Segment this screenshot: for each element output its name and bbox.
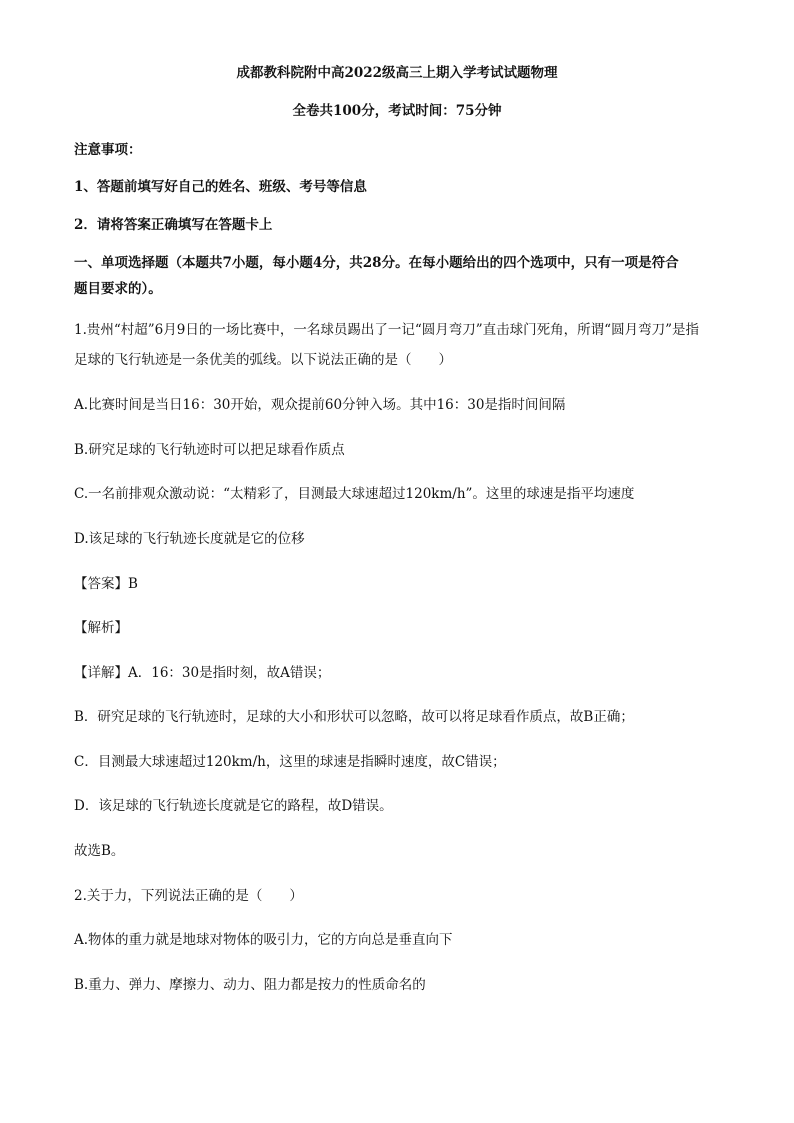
q1-option-c: C.一名前排观众激动说：“太精彩了，目测最大球速超过120km/h”。这里的球速是指平均速度 <box>74 486 635 502</box>
q1-conclusion: 故选B。 <box>74 843 125 859</box>
q1-detail-a: 【详解】A．16：30是指时刻，故A错误； <box>74 665 331 681</box>
notice-heading: 注意事项： <box>74 142 142 158</box>
q1-stem-line-1: 1.贵州“村超”6月9日的一场比赛中，一名球员踢出了一记“圆月弯刀”直击球门死角，所谓“圆月弯刀”是指 <box>74 322 699 338</box>
q1-answer: 【答案】B <box>74 576 138 592</box>
q2-stem: 2.关于力，下列说法正确的是（ ） <box>74 888 303 904</box>
notice-item-2: 2．请将答案正确填写在答题卡上 <box>74 217 273 233</box>
q1-stem-line-2: 足球的飞行轨迹是一条优美的弧线。以下说法正确的是（ ） <box>74 352 452 368</box>
page-title: 成都教科院附中高2022级高三上期入学考试试题物理 <box>236 65 558 81</box>
q1-detail-c: C．目测最大球速超过120km/h，这里的球速是指瞬时速度，故C错误； <box>74 754 506 770</box>
section-heading-line-1: 一、单项选择题（本题共7小题，每小题4分，共28分。在每小题给出的四个选项中，只有一项是符合 <box>74 255 679 271</box>
q1-detail-d: D．该足球的飞行轨迹长度就是它的路程，故D错误。 <box>74 798 393 814</box>
q2-option-b: B.重力、弹力、摩擦力、动力、阻力都是按力的性质命名的 <box>74 977 426 993</box>
page-subtitle: 全卷共100分，考试时间：75分钟 <box>292 103 502 119</box>
q1-option-a: A.比赛时间是当日16：30开始，观众提前60分钟入场。其中16：30是指时间间隔 <box>74 397 566 413</box>
q1-option-b: B.研究足球的飞行轨迹时可以把足球看作质点 <box>74 442 345 458</box>
q1-analysis-label: 【解析】 <box>74 620 128 636</box>
section-heading-line-2: 题目要求的）。 <box>74 281 162 297</box>
q1-detail-b: B．研究足球的飞行轨迹时，足球的大小和形状可以忽略，故可以将足球看作质点，故B正确； <box>74 709 634 725</box>
q2-option-a: A.物体的重力就是地球对物体的吸引力，它的方向总是垂直向下 <box>74 932 453 948</box>
notice-item-1: 1、答题前填写好自己的姓名、班级、考号等信息 <box>74 179 367 195</box>
q1-option-d: D.该足球的飞行轨迹长度就是它的位移 <box>74 531 305 547</box>
